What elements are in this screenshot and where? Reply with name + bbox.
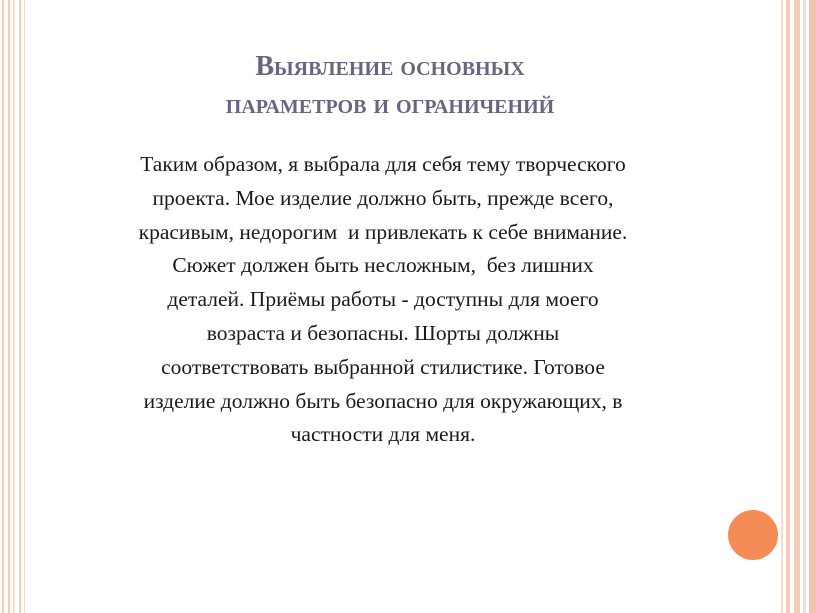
right-decor-stripe — [794, 0, 800, 613]
body-line: изделие должно быть безопасно для окружающих, в — [143, 388, 623, 413]
left-decor-stripe — [13, 0, 15, 613]
slide-title-line: параметров и ограничений — [225, 89, 555, 120]
right-decor-stripe — [781, 0, 783, 613]
slide-body-text — [58, 148, 708, 452]
left-decor-stripe — [8, 0, 10, 613]
body-line: деталей. Приёмы работы - доступны для моего — [167, 287, 599, 312]
body-line: Сюжет должен быть несложным, без лишних — [172, 253, 594, 278]
accent-circle-decor — [728, 510, 778, 560]
body-line: возраста и безопасны. Шорты должны — [206, 320, 560, 345]
left-decor-stripe — [2, 0, 4, 613]
left-decor-stripe — [24, 0, 25, 613]
body-line: Таким образом, я выбрала для себя тему творческого — [140, 152, 626, 176]
right-decor-stripe — [803, 0, 806, 613]
body-line: проекта. Мое изделие должно быть, прежде всего, — [152, 185, 614, 210]
body-line: красивым, недорогим и привлекать к себе внимание. — [138, 219, 628, 244]
body-line: соответствовать выбранной стилистике. Готовое — [161, 354, 605, 379]
right-decor-stripe — [786, 0, 790, 613]
right-decor-stripe — [809, 0, 816, 613]
slide-title — [90, 48, 690, 124]
slide-title-line: Выявление основных — [255, 51, 525, 82]
left-decor-stripe — [19, 0, 21, 613]
body-line: частности для меня. — [290, 422, 476, 447]
